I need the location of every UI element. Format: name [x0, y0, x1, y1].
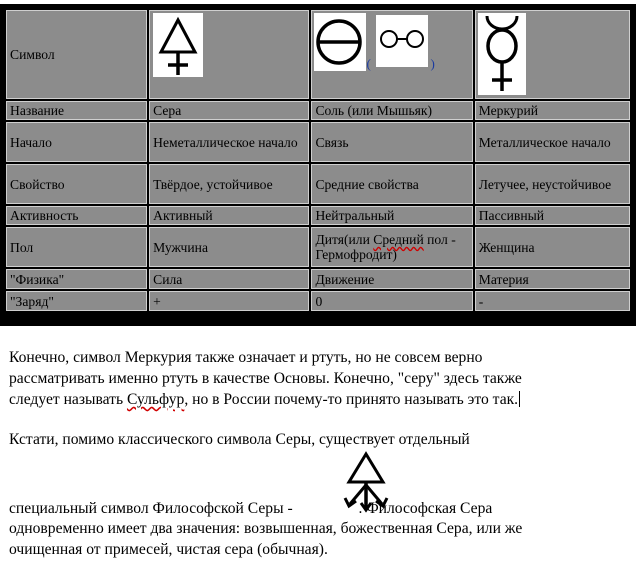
- mercury-symbol-icon: [478, 13, 526, 95]
- paragraph-1-line-2: рассматривать именно ртуть в качестве Основы. Конечно, "серу" здесь также: [9, 370, 522, 387]
- table-row: [6, 291, 630, 311]
- table-cell: Средние свойства: [311, 164, 472, 204]
- inline-symbol-spacer: [297, 497, 359, 515]
- row-label: "Заряд": [6, 291, 147, 311]
- table-row: [6, 122, 630, 162]
- table-row-symbol: [6, 10, 630, 99]
- table-cell: Металлическое начало: [475, 122, 630, 162]
- salt-symbol-cell: [311, 10, 472, 99]
- salt-alt-symbol-icon: [376, 15, 428, 67]
- table-cell: 0: [311, 291, 472, 311]
- sulfur-symbol-cell: [149, 10, 309, 99]
- paragraph-2-line-4: очищенная от примесей, чистая сера (обычная).: [9, 541, 328, 558]
- table-cell: Меркурий: [475, 101, 630, 120]
- row-label-symbol: Символ: [6, 10, 147, 99]
- misspelled-word[interactable]: Сульфур: [126, 391, 185, 408]
- table-cell: Дитя(или Средний пол - Гермофродит): [311, 227, 472, 267]
- table-cell: Пассивный: [475, 206, 630, 225]
- salt-paren-close: ): [430, 56, 435, 71]
- table-row: [6, 101, 630, 120]
- alchemy-symbols-table: [4, 8, 632, 313]
- paragraph-1-line-3: [9, 389, 520, 410]
- row-label: Активность: [6, 206, 147, 225]
- sulfur-symbol-icon: [153, 13, 203, 77]
- mercury-symbol-cell: [475, 10, 630, 99]
- table-cell: Движение: [311, 269, 472, 289]
- table-cell: Женщина: [475, 227, 630, 267]
- table-row: [6, 227, 630, 267]
- misspelled-word[interactable]: Средний: [373, 232, 424, 247]
- row-label: Свойство: [6, 164, 147, 204]
- paragraph-2-line-3: одновременно имеет два значения: возвышенная, божественная Сера, или же: [9, 520, 523, 537]
- paragraph-2-line-1: Кстати, помимо классического символа Серы, существует отдельный: [9, 431, 470, 448]
- mercury-symbol-box: [478, 13, 526, 95]
- text-run: следует называть: [9, 391, 127, 408]
- row-label: "Физика": [6, 269, 147, 289]
- table-row: [6, 269, 630, 289]
- salt-symbol-box: [314, 13, 366, 71]
- table-cell: Сера: [149, 101, 309, 120]
- text-cursor: [519, 391, 520, 407]
- table-cell: Соль (или Мышьяк): [311, 101, 472, 120]
- table-cell: +: [149, 291, 309, 311]
- table-cell: Активный: [149, 206, 309, 225]
- table-cell: Связь: [311, 122, 472, 162]
- table-cell: Неметаллическое начало: [149, 122, 309, 162]
- table-cell: Летучее, неустойчивое: [475, 164, 630, 204]
- table-cell: Сила: [149, 269, 309, 289]
- paragraph-2-line-2: [9, 497, 492, 519]
- sulfur-symbol-box: [153, 13, 203, 77]
- table-cell: Нейтральный: [311, 206, 472, 225]
- table-row: [6, 164, 630, 204]
- salt-paren-open: (: [366, 56, 371, 71]
- text-run: . Философская Сера: [358, 500, 493, 517]
- table-cell: Твёрдое, устойчивое: [149, 164, 309, 204]
- row-label: Начало: [6, 122, 147, 162]
- text-run: , но в России почему-то принято называть это так.: [184, 391, 519, 408]
- paragraph-1-line-1: Конечно, символ Меркурия также означает и ртуть, но не совсем верно: [9, 349, 483, 366]
- table-cell: -: [475, 291, 630, 311]
- table-cell: Материя: [475, 269, 630, 289]
- table-row: [6, 206, 630, 225]
- table-frame: [0, 4, 636, 326]
- row-label: Пол: [6, 227, 147, 267]
- salt-symbol-icon: [314, 13, 366, 71]
- row-label: Название: [6, 101, 147, 120]
- table-cell: Мужчина: [149, 227, 309, 267]
- text-run: специальный символ Философской Серы -: [9, 500, 297, 517]
- salt-alt-symbol-box: [376, 15, 428, 67]
